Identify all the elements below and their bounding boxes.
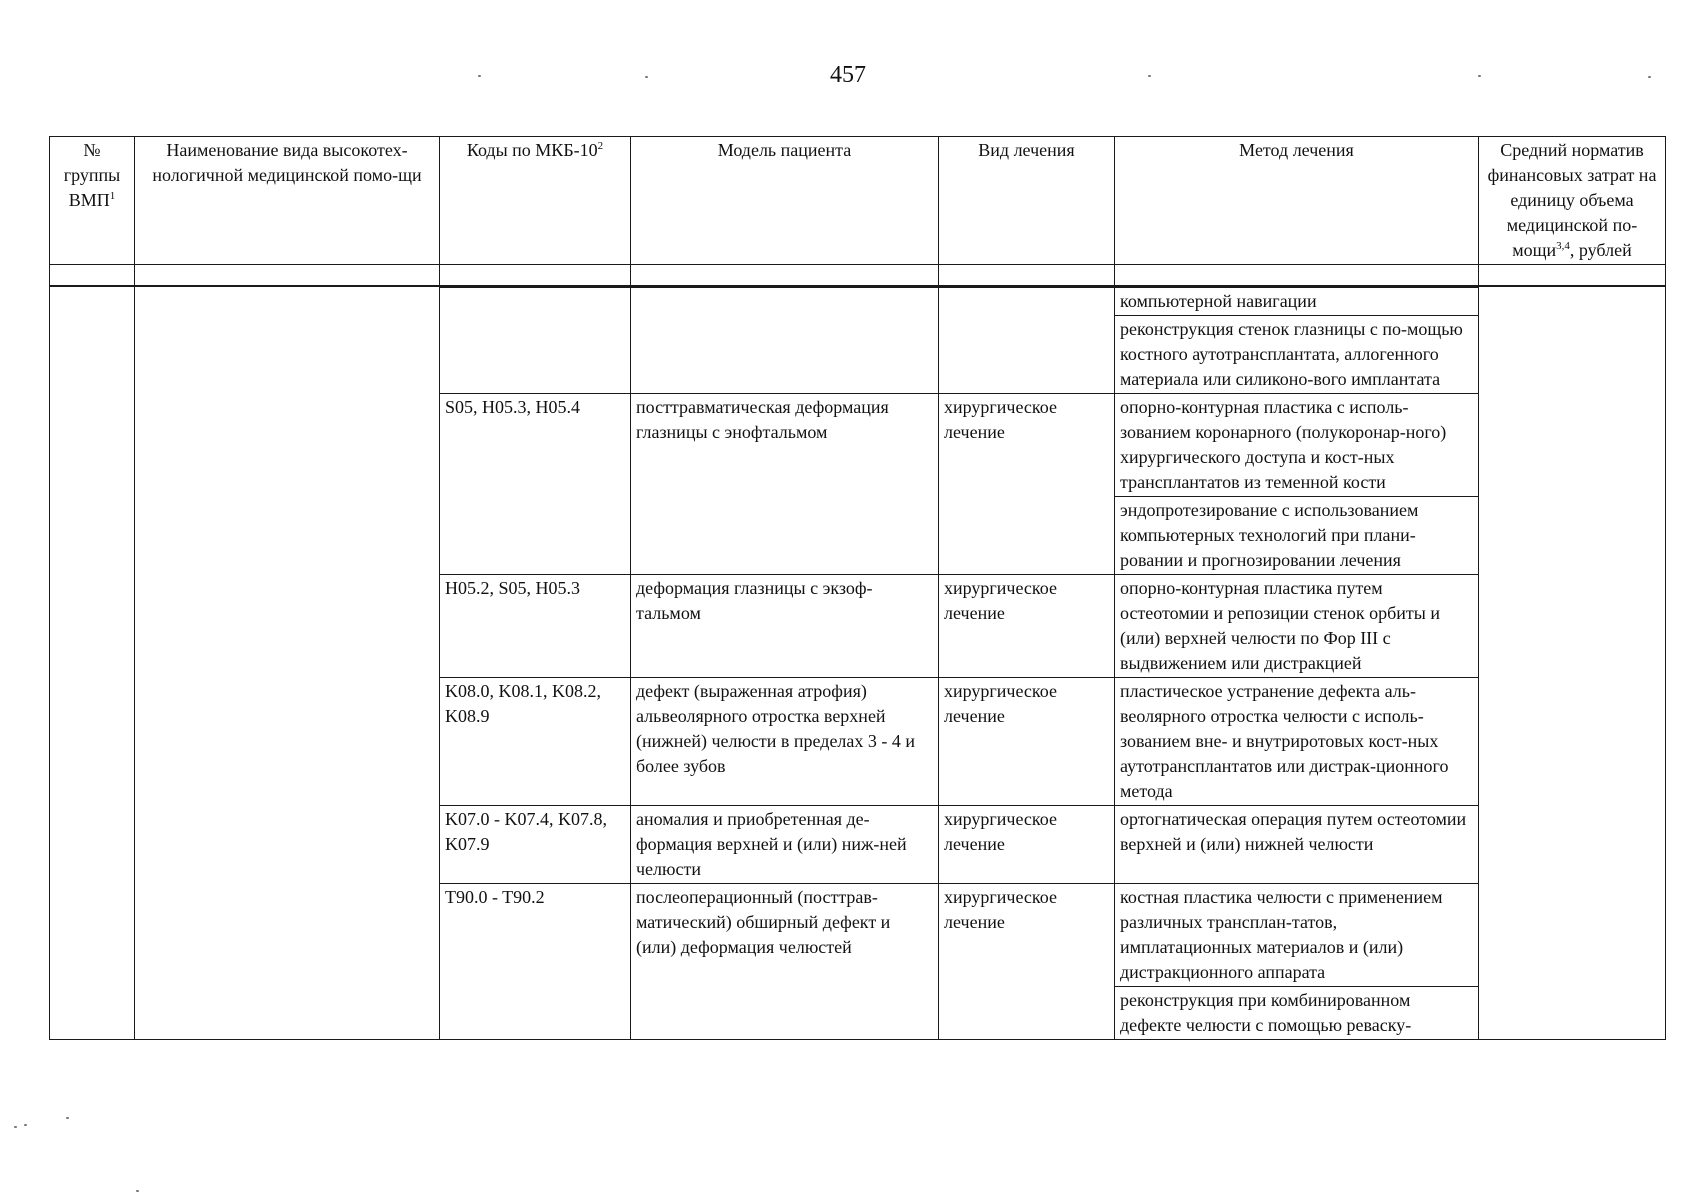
treatment-method-cell bbox=[1115, 575, 1479, 678]
vmp-table bbox=[49, 136, 1666, 1040]
header-spacer-row bbox=[50, 265, 1666, 287]
table-row bbox=[50, 288, 1666, 394]
footnote-mark: 1 bbox=[109, 190, 116, 202]
header-treatment-method: Метод лечения bbox=[1115, 137, 1479, 265]
scan-speck bbox=[1148, 75, 1151, 77]
icd-codes-cell: S05, H05.3, H05.4 bbox=[440, 394, 631, 575]
spacer-cell bbox=[1479, 265, 1666, 287]
treatment-type-cell: хирургическое лечение bbox=[939, 678, 1115, 806]
spacer-cell bbox=[631, 265, 939, 287]
treatment-method-cell bbox=[1115, 884, 1479, 1040]
scan-speck bbox=[136, 1190, 139, 1192]
scan-speck bbox=[66, 1117, 69, 1119]
header-treatment-type: Вид лечения bbox=[939, 137, 1115, 265]
header-group-number-text: № группы ВМП bbox=[63, 140, 121, 210]
average-cost-cell bbox=[1479, 288, 1666, 1040]
method-item: опорно-контурная пластика с исполь-зованием коронарного (полукоронар-ного) хирургического доступа и кост-ных трансплантатов из теменной кости bbox=[1115, 394, 1478, 497]
header-patient-model: Модель пациента bbox=[631, 137, 939, 265]
spacer-cell bbox=[440, 265, 631, 287]
method-item: реконструкция стенок глазницы с по-мощью костного аутотрансплантата, аллогенного материала или силиконо-вого имплантата bbox=[1120, 319, 1463, 389]
header-average-cost bbox=[1479, 137, 1666, 265]
treatment-type-cell bbox=[939, 288, 1115, 394]
treatment-type-cell: хирургическое лечение bbox=[939, 575, 1115, 678]
icd-codes-cell: H05.2, S05, H05.3 bbox=[440, 575, 631, 678]
header-icd-codes-text: Коды по МКБ-10 bbox=[466, 140, 598, 160]
patient-model-cell: аномалия и приобретенная де-формация верхней и (или) ниж-ней челюсти bbox=[631, 806, 939, 884]
icd-codes-cell: T90.0 - T90.2 bbox=[440, 884, 631, 1040]
treatment-method-cell bbox=[1115, 678, 1479, 806]
method-item: ортогнатическая операция путем остеотомии верхней и (или) нижней челюсти bbox=[1120, 809, 1467, 854]
scan-speck bbox=[14, 1126, 17, 1128]
spacer-cell bbox=[1115, 265, 1479, 287]
patient-model-cell: дефект (выраженная атрофия) альвеолярного отростка верхней (нижней) челюсти в пределах 3 - 4 и более зубов bbox=[631, 678, 939, 806]
scan-speck bbox=[1478, 75, 1481, 77]
treatment-method-cell bbox=[1115, 288, 1479, 394]
header-average-cost-suffix: , рублей bbox=[1569, 240, 1632, 260]
footnote-mark: 3,4 bbox=[1556, 240, 1570, 252]
header-vmp-name: Наименование вида высокотех-нологичной медицинской помо-щи bbox=[135, 137, 440, 265]
method-item: компьютерной навигации bbox=[1115, 288, 1478, 316]
treatment-method-cell bbox=[1115, 394, 1479, 575]
vmp-name-cell bbox=[135, 288, 440, 1040]
icd-codes-cell: K07.0 - K07.4, K07.8, K07.9 bbox=[440, 806, 631, 884]
method-item: пластическое устранение дефекта аль-веолярного отростка челюсти с исполь-зованием вне- и внутриротовых кост-ных аутотрансплантатов или дистрак-ционного метода bbox=[1120, 681, 1449, 801]
patient-model-cell bbox=[631, 288, 939, 394]
treatment-type-cell: хирургическое лечение bbox=[939, 884, 1115, 1040]
method-item: опорно-контурная пластика путем остеотомии и репозиции стенок орбиты и (или) верхней челюсти по Фор III с выдвижением или дистракцией bbox=[1120, 578, 1441, 673]
spacer-cell bbox=[939, 265, 1115, 287]
header-icd-codes bbox=[440, 137, 631, 265]
method-item: реконструкция при комбинированном дефекте челюсти с помощью реваску- bbox=[1120, 990, 1412, 1035]
treatment-type-cell: хирургическое лечение bbox=[939, 394, 1115, 575]
scan-speck bbox=[645, 76, 648, 78]
spacer-cell bbox=[135, 265, 440, 287]
spacer-cell bbox=[50, 265, 135, 287]
page-number: 457 bbox=[830, 62, 866, 88]
method-item: костная пластика челюсти с применением различных трансплан-татов, имплатационных материалов и (или) дистракционного аппарата bbox=[1115, 884, 1478, 987]
footnote-mark: 2 bbox=[597, 140, 604, 152]
treatment-method-cell bbox=[1115, 806, 1479, 884]
patient-model-cell: послеоперационный (посттрав-матический) обширный дефект и (или) деформация челюстей bbox=[631, 884, 939, 1040]
icd-codes-cell: K08.0, K08.1, K08.2, K08.9 bbox=[440, 678, 631, 806]
treatment-type-cell: хирургическое лечение bbox=[939, 806, 1115, 884]
patient-model-cell: деформация глазницы с экзоф-тальмом bbox=[631, 575, 939, 678]
header-group-number bbox=[50, 137, 135, 265]
method-item: эндопротезирование с использованием компьютерных технологий при плани-ровании и прогнозировании лечения bbox=[1120, 500, 1419, 570]
scan-speck bbox=[24, 1124, 27, 1126]
scan-speck bbox=[1648, 76, 1651, 78]
header-average-cost-text: Средний норматив финансовых затрат на единицу объема медицинской по-мощи bbox=[1487, 140, 1657, 260]
patient-model-cell: посттравматическая деформация глазницы с энофтальмом bbox=[631, 394, 939, 575]
group-number-cell bbox=[50, 288, 135, 1040]
table-header-row bbox=[50, 137, 1666, 265]
icd-codes-cell bbox=[440, 288, 631, 394]
scan-speck bbox=[478, 75, 481, 77]
